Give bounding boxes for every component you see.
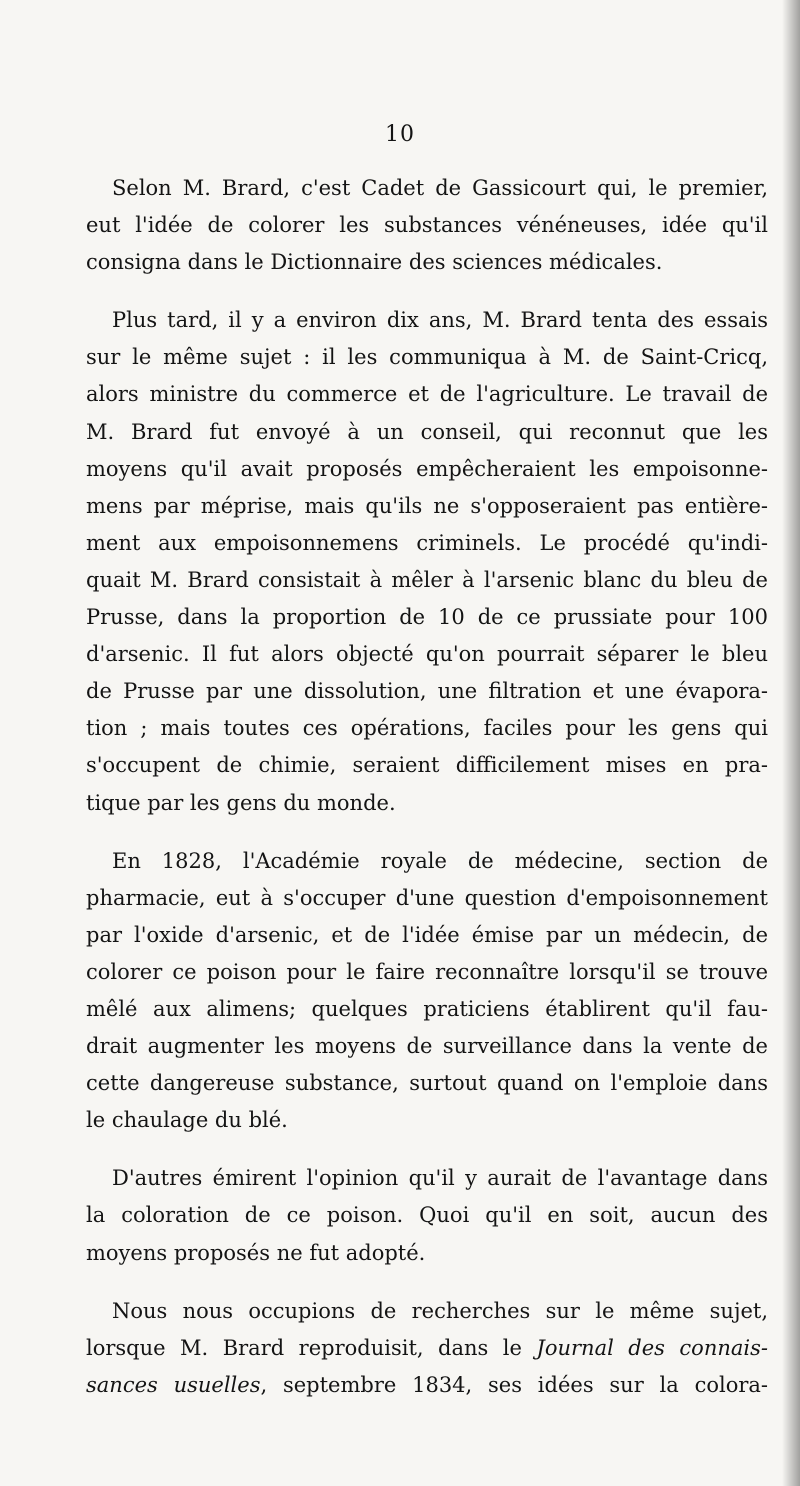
text-line: drait augmenter les moyens de surveillance dans la vente de	[86, 1034, 768, 1059]
text-run: , septembre 1834, ses idées sur la colora-	[260, 1372, 768, 1397]
page-number: 10	[385, 122, 415, 147]
text-line: cette dangereuse substance, surtout quand on l'emploie dans	[86, 1071, 768, 1096]
text-line: M. Brard fut envoyé à un conseil, qui reconnut que les	[86, 419, 768, 444]
text-line: alors ministre du commerce et de l'agriculture. Le travail de	[86, 382, 768, 407]
text-line: tion ; mais toutes ces opérations, faciles pour les gens qui	[86, 716, 768, 741]
text-line: En 1828, l'Académie royale de médecine, section de	[112, 848, 768, 873]
text-run: lorsque M. Brard reproduisit, dans le	[86, 1335, 537, 1360]
text-line: quait M. Brard consistait à mêler à l'arsenic blanc du bleu de	[86, 567, 768, 592]
paragraph-5	[86, 1293, 768, 1404]
text-line: la coloration de ce poison. Quoi qu'il en soit, aucun des	[86, 1203, 768, 1228]
paragraph-3	[86, 843, 768, 1140]
text-line: de Prusse par une dissolution, une filtration et une évapora-	[86, 679, 768, 704]
text-line: D'autres émirent l'opinion qu'il y aurait de l'avantage dans	[112, 1166, 768, 1191]
text-line: par l'oxide d'arsenic, et de l'idée émise par un médecin, de	[86, 922, 768, 947]
paragraph-4	[86, 1160, 768, 1271]
text-line: moyens proposés ne fut adopté.	[86, 1240, 426, 1265]
text-line: pharmacie, eut à s'occuper d'une question d'empoisonnement	[86, 885, 768, 910]
text-line: tique par les gens du monde.	[86, 790, 396, 815]
text-line: moyens qu'il avait proposés empêcheraient les empoisonne-	[86, 456, 768, 481]
text-line: consigna dans le Dictionnaire des sciences médicales.	[86, 250, 663, 275]
body-text	[86, 170, 768, 1425]
text-line	[86, 1330, 768, 1367]
journal-title-italic: Journal des connais-	[536, 1335, 768, 1360]
text-line: Plus tard, il y a environ dix ans, M. Brard tenta des essais	[112, 308, 768, 333]
text-line: colorer ce poison pour le faire reconnaître lorsqu'il se trouve	[86, 959, 768, 984]
text-line: d'arsenic. Il fut alors objecté qu'on pourrait séparer le bleu	[86, 642, 768, 667]
text-line: eut l'idée de colorer les substances vénéneuses, idée qu'il	[86, 213, 768, 238]
text-line: le chaulage du blé.	[86, 1108, 288, 1133]
page-edge-shadow	[782, 0, 800, 1486]
text-line	[86, 1367, 768, 1404]
text-line: Nous nous occupions de recherches sur le même sujet,	[112, 1298, 768, 1323]
paragraph-2	[86, 302, 768, 821]
text-line: sur le même sujet : il les communiqua à M. de Saint-Cricq,	[86, 345, 768, 370]
text-line: ment aux empoisonnemens criminels. Le procédé qu'indi-	[86, 530, 768, 555]
journal-title-italic: sances usuelles	[86, 1372, 261, 1397]
paragraph-1	[86, 170, 768, 281]
text-line: mêlé aux alimens; quelques praticiens établirent qu'il fau-	[86, 996, 768, 1021]
text-line: mens par méprise, mais qu'ils ne s'opposeraient pas entière-	[86, 493, 768, 518]
text-line: Prusse, dans la proportion de 10 de ce prussiate pour 100	[86, 605, 768, 630]
text-line: s'occupent de chimie, seraient difficilement mises en pra-	[86, 753, 768, 778]
text-line: Selon M. Brard, c'est Cadet de Gassicourt qui, le premier,	[112, 176, 768, 200]
